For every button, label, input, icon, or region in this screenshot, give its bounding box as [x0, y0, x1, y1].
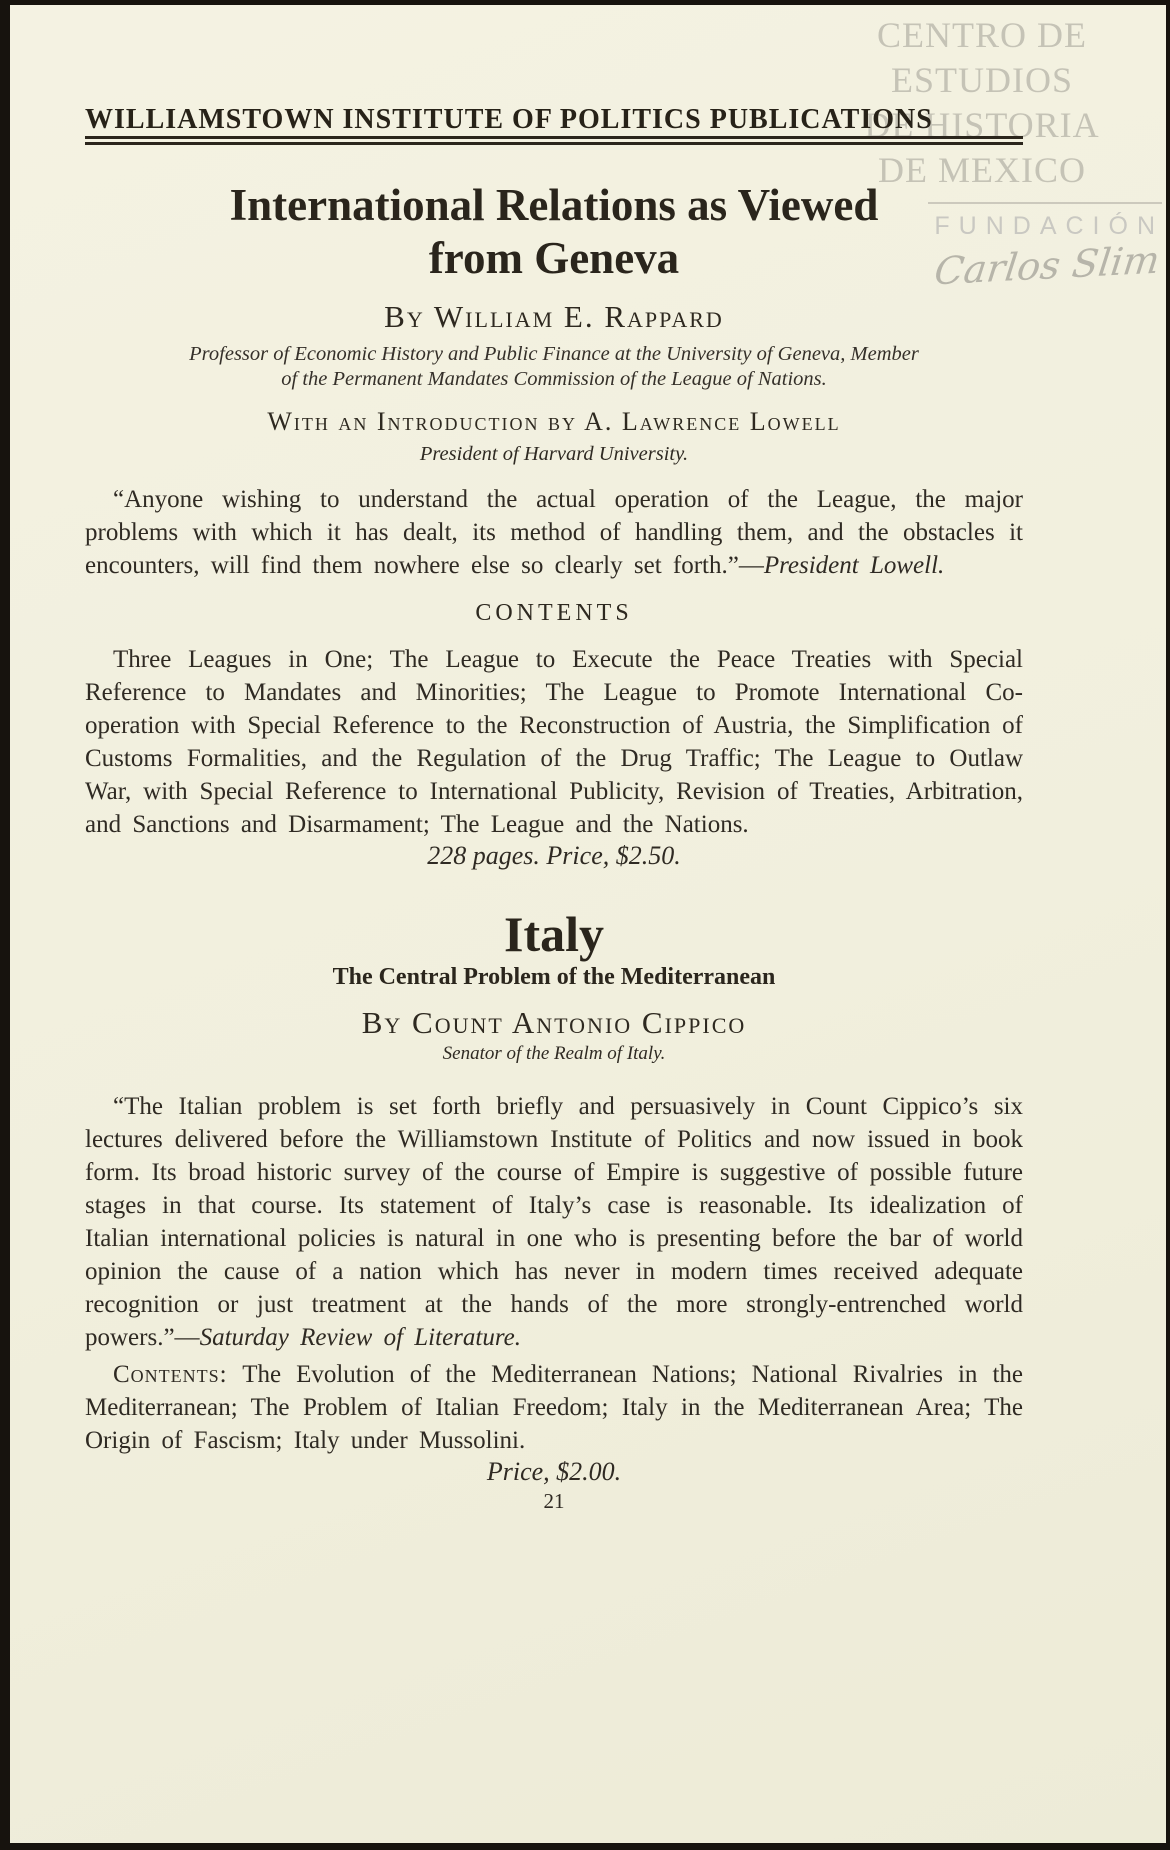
book1-quote-attribution: President Lowell. — [763, 552, 945, 579]
book2-quote-attribution: Saturday Review of Literature. — [199, 1324, 521, 1351]
book2-price-line: Price, $2.00. — [486, 1457, 622, 1486]
book1-title — [85, 179, 1023, 285]
book1-title-line1: International Relations as Viewed — [229, 180, 879, 230]
book1-introduction-byline: With an Introduction by A. Lawrence Lowell — [267, 407, 841, 436]
series-header-title: WILLIAMSTOWN INSTITUTE OF POLITICS PUBLICATIONS — [85, 104, 933, 135]
book1-quote-text: “Anyone wishing to understand the actual operation of the League, the major problems with which it has dealt, its method of handling them, and the obstacles it encounters, will find them nowhere else so clearly set forth.”— — [85, 486, 1023, 579]
book2-byline: By Count Antonio Cippico — [361, 1005, 747, 1040]
watermark-line: DE MEXICO — [878, 150, 1086, 190]
book2-contents-label: Contents: — [113, 1361, 228, 1388]
book2-contents-paragraph — [85, 1358, 1023, 1457]
watermark-foundation-label: FUNDACIÓN — [934, 212, 1164, 240]
printed-content — [85, 104, 1023, 1513]
page-number: 21 — [543, 1489, 565, 1513]
book1-title-line2: from Geneva — [428, 233, 680, 283]
book1-byline: By William E. Rappard — [384, 299, 724, 334]
watermark-line: CENTRO DE — [877, 15, 1087, 55]
book1-introducer-description: President of Harvard University. — [419, 443, 689, 465]
book1-author-desc-line2: of the Permanent Mandates Commission of the League of Nations. — [281, 368, 827, 390]
book1-contents-paragraph: Three Leagues in One; The League to Execute the Peace Treaties with Special Reference to Mandates and Minorities; The League to Promote International Co-operation with Special Reference to the Reconstruction of Austria, the Simplification of Customs Formalities, and the Regulation of the Drug Traffic; The League to Outlaw War, with Special Reference to International Publicity, Revision of Treaties, Arbitration, and Sanctions and Disarmament; The League and the Nations. — [85, 646, 1023, 838]
book2-author-description: Senator of the Realm of Italy. — [442, 1043, 666, 1064]
book2-title: Italy — [504, 906, 604, 962]
watermark-line: DE HISTORIA — [864, 105, 1100, 145]
book1-review-quote — [85, 483, 1023, 582]
book1-contents-heading: CONTENTS — [475, 600, 633, 626]
book1-author-desc-line1: Professor of Economic History and Public Finance at the University of Geneva, Member — [189, 343, 919, 365]
book2-contents-body: The Evolution of the Mediterranean Nations; National Rivalries in the Mediterranean; The Problem of Italian Freedom; Italy in the Mediterranean Area; The Origin of Fascism; Italy under Mussolini. — [85, 1361, 1023, 1454]
book2-quote-text: “The Italian problem is set forth briefly and persuasively in Count Cippico’s six lectures delivered before the Williamstown Institute of Politics and now issued in book form. Its broad historic survey of the course of Empire is suggestive of possible future stages in that course. Its statement of Italy’s case is reasonable. Its idealization of Italian international policies is natural in one who is presenting before the bar of world opinion the cause of a nation which has never in modern times received adequate recognition or just treatment at the hands of the more strongly-entrenched world powers.”— — [85, 1093, 1023, 1351]
signature-carlos-slim: Carlos Slim — [932, 237, 1163, 294]
book2-review-quote — [85, 1090, 1023, 1354]
book2-subtitle: The Central Problem of the Mediterranean — [332, 964, 776, 990]
book1-price-line: 228 pages. Price, $2.50. — [427, 841, 681, 870]
paper-sheet — [10, 5, 1166, 1843]
watermark-line: ESTUDIOS — [890, 60, 1073, 100]
header-double-rule — [85, 136, 1023, 145]
book1-author-description — [85, 342, 1023, 392]
